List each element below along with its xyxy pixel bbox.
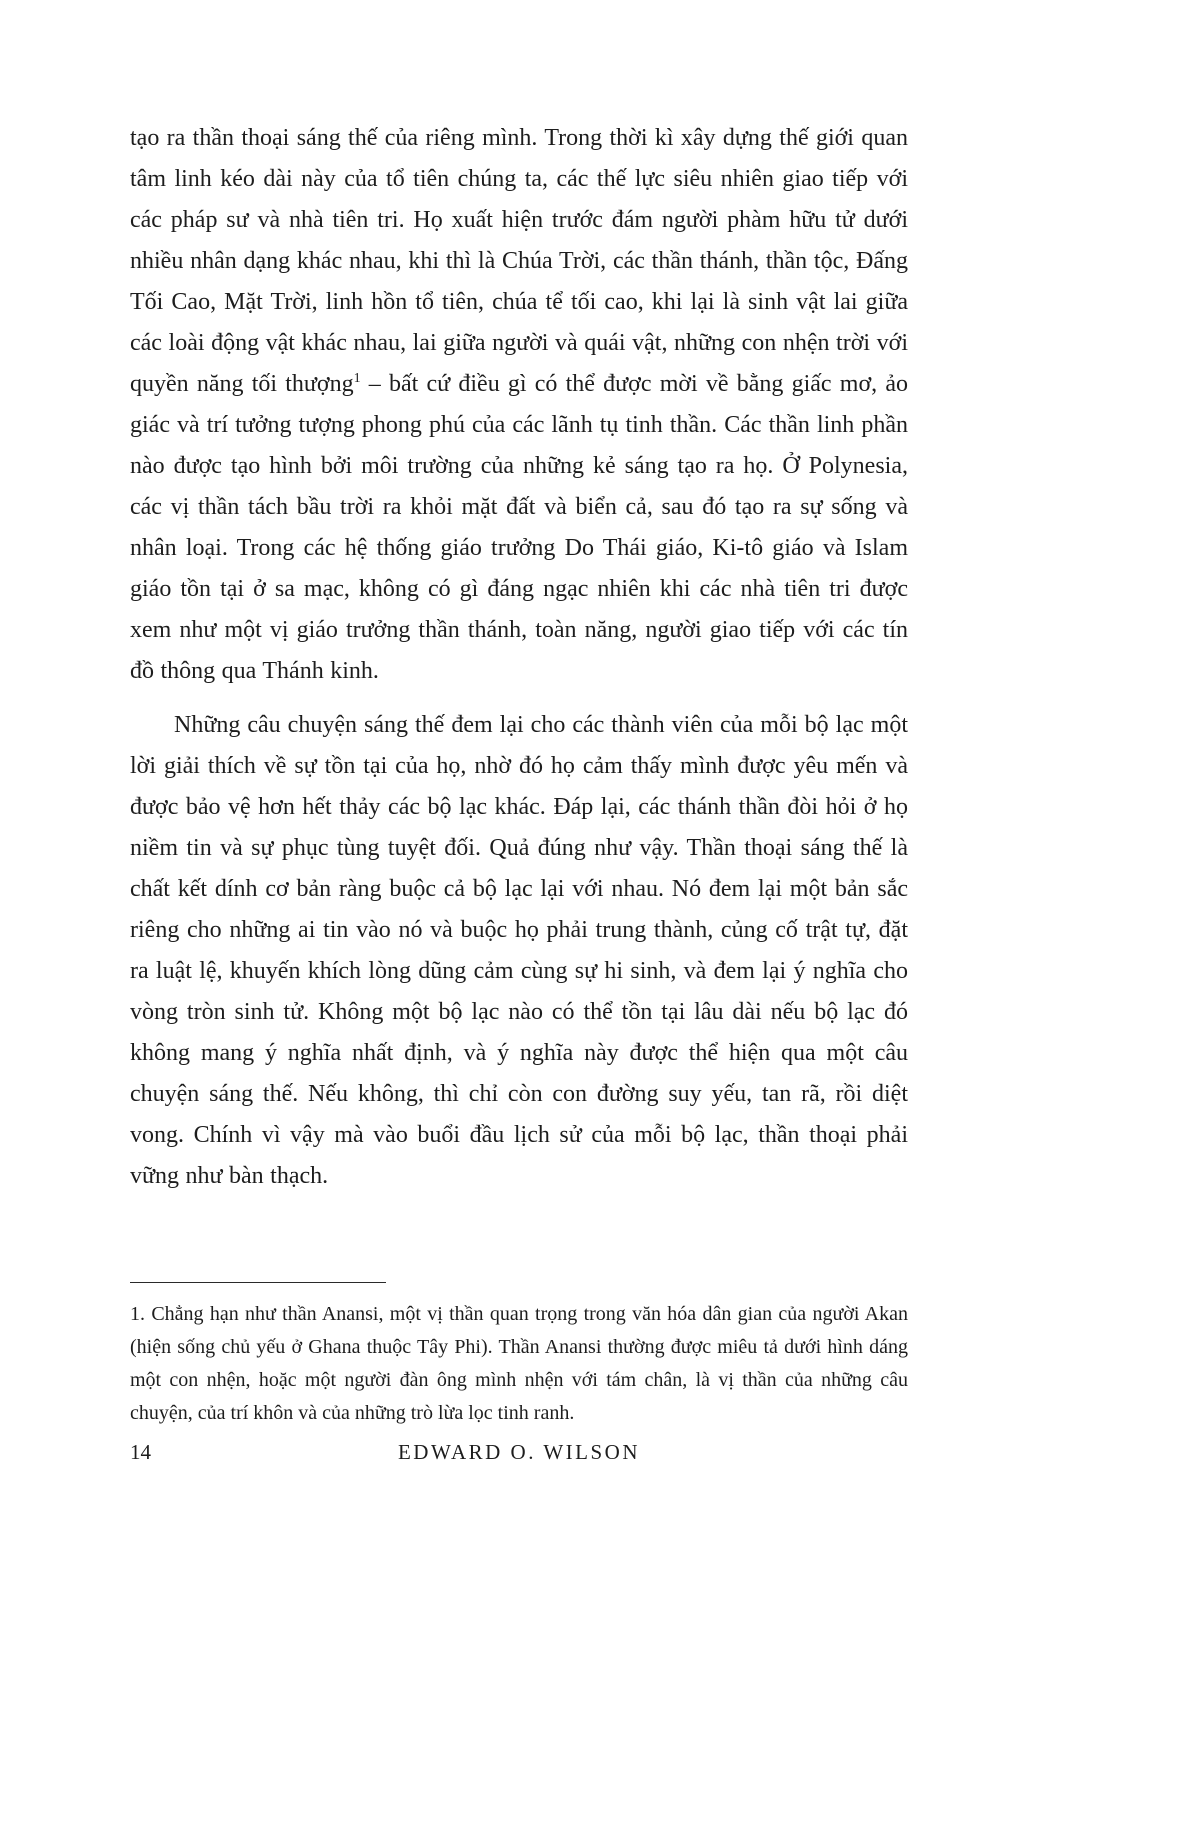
- paragraph: Những câu chuyện sáng thế đem lại cho các thành viên của mỗi bộ lạc một lời giải thích về sự tồn tại của họ, nhờ đó họ cảm thấy mình được yêu mến và được bảo vệ hơn hết thảy các bộ lạc khác. Đáp lại, các thánh thần đòi hỏi ở họ niềm tin và sự phục tùng tuyệt đối. Quả đúng như vậy. Thần thoại sáng thế là chất kết dính cơ bản ràng buộc cả bộ lạc lại với nhau. Nó đem lại một bản sắc riêng cho những ai tin vào nó và buộc họ phải trung thành, củng cố trật tự, đặt ra luật lệ, khuyến khích lòng dũng cảm cùng sự hi sinh, và đem lại ý nghĩa cho vòng tròn sinh tử. Không một bộ lạc nào có thể tồn tại lâu dài nếu bộ lạc đó không mang ý nghĩa nhất định, và ý nghĩa này được thể hiện qua một câu chuyện sáng thế. Nếu không, thì chỉ còn con đường suy yếu, tan rã, rồi diệt vong. Chính vì vậy mà vào buổi đầu lịch sử của mỗi bộ lạc, thần thoại phải vững như bàn thạch.: [130, 712, 908, 1189]
- page-number: 14: [130, 1440, 151, 1464]
- page-body: [130, 118, 908, 1197]
- page-footer: [130, 1440, 908, 1470]
- footnote: 1. Chẳng hạn như thần Anansi, một vị thần quan trọng trong văn hóa dân gian của người Akan (hiện sống chủ yếu ở Ghana thuộc Tây Phi). Thần Anansi thường được miêu tả dưới hình dáng một con nhện, hoặc một người đàn ông mình nhện với tám chân, là vị thần của những câu chuyện, của trí khôn và của những trò lừa lọc tinh ranh.: [130, 1303, 908, 1424]
- footnote-reference: 1: [353, 371, 361, 386]
- footnote-section: [130, 1282, 908, 1430]
- paragraph: [130, 118, 908, 692]
- running-title: EDWARD O. WILSON: [397, 1440, 640, 1464]
- footnote-divider: [130, 1282, 386, 1283]
- paragraph-text: – bất cứ điều gì có thể được mời về bằng giấc mơ, ảo giác và trí tưởng tượng phong phú của các lãnh tụ tinh thần. Các thần linh phần nào được tạo hình bởi môi trường của những kẻ sáng tạo ra họ. Ở Polynesia, các vị thần tách bầu trời ra khỏi mặt đất và biển cả, sau đó tạo ra sự sống và nhân loại. Trong các hệ thống giáo trưởng Do Thái giáo, Ki-tô giáo và Islam giáo tồn tại ở sa mạc, không có gì đáng ngạc nhiên khi các nhà tiên tri được xem như một vị giáo trưởng thần thánh, toàn năng, người giao tiếp với các tín đồ thông qua Thánh kinh.: [130, 371, 908, 684]
- paragraph-text: tạo ra thần thoại sáng thế của riêng mình. Trong thời kì xây dựng thế giới quan tâm linh kéo dài này của tổ tiên chúng ta, các thế lực siêu nhiên giao tiếp với các pháp sư và nhà tiên tri. Họ xuất hiện trước đám người phàm hữu tử dưới nhiều nhân dạng khác nhau, khi thì là Chúa Trời, các thần thánh, thần tộc, Đấng Tối Cao, Mặt Trời, linh hồn tổ tiên, chúa tể tối cao, khi lại là sinh vật lai giữa các loài động vật khác nhau, lai giữa người và quái vật, những con nhện trời với quyền năng tối thượng: [130, 125, 908, 397]
